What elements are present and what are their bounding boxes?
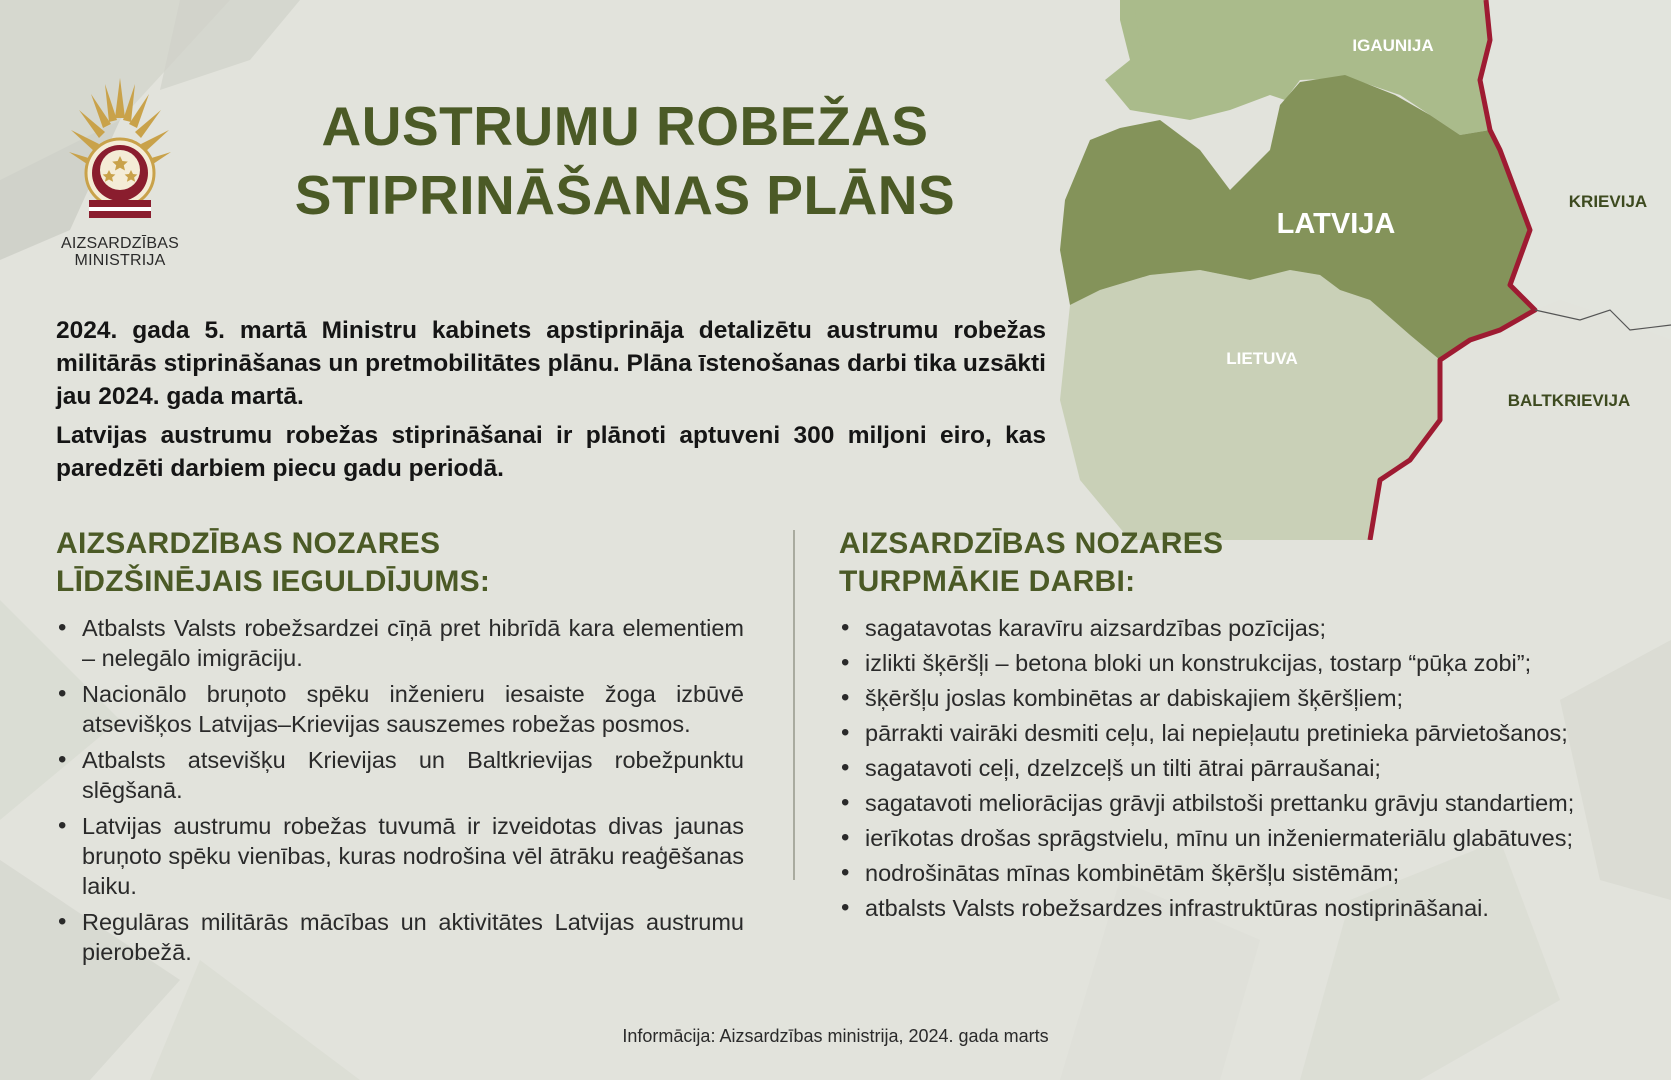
ministry-logo [50,78,190,269]
map-label-estonia: IGAUNIJA [1352,36,1434,55]
section-heading-line1: AIZSARDZĪBAS NOZARES [56,527,441,560]
intro-paragraph-2: Latvijas austrumu robežas stiprināšanai ir plānoti aptuveni 300 miljoni eiro, kas paredzēti darbiem piecu gadu periodā. [56,422,1046,482]
list-item: • pārrakti vairāki desmiti ceļu, lai nepieļautu pretinieka pārvietošanos; [839,718,1619,748]
list-item: • Latvijas austrumu robežas tuvumā ir izveidotas divas jaunas bruņoto spēku vienības, kuras nodrošina vēl ātrāku reaģēšanas laiku. [56,811,744,901]
future-works-section [839,525,1619,928]
previous-investment-section [56,525,744,973]
list-item: • nodrošinātas mīnas kombinētām šķēršļu sistēmām; [839,858,1619,888]
baltic-region-map [1040,0,1671,540]
source-footer: Informācija: Aizsardzības ministrija, 2024. gada marts [622,1026,1049,1046]
logo-caption-line2: MINISTRIJA [74,252,166,269]
map-label-russia: KRIEVIJA [1568,192,1648,211]
section-heading-line2: LĪDZŠINĒJAIS IEGULDĪJUMS: [56,565,491,598]
list-item: • Atbalsts atsevišķu Krievijas un Baltkrievijas robežpunktu slēgšanā. [56,745,744,805]
section-heading [56,525,744,601]
list-item: • atbalsts Valsts robežsardzes infrastruktūras nostiprināšanai. [839,893,1619,923]
ministry-emblem-icon [65,78,175,228]
list-item: • sagatavotas karavīru aizsardzības pozīcijas; [839,613,1619,643]
list-item: • ierīkotas drošas sprāgstvielu, mīnu un inženiermateriālu glabātuves; [839,823,1619,853]
intro-paragraph-1: 2024. gada 5. martā Ministru kabinets apstiprināja detalizētu austrumu robežas militārās stiprināšanas un pretmobilitātes plānu. Plāna īstenošanas darbi tika uzsākti jau 2024. gada martā. [56,317,1046,410]
list-item: • Atbalsts Valsts robežsardzei cīņā pret hibrīdā kara elementiem – nelegālo imigrāciju. [56,613,744,673]
map-label-belarus: BALTKRIEVIJA [1507,391,1631,410]
column-divider [793,530,795,880]
title-line2: STIPRINĀŠANAS PLĀNS [294,164,956,226]
map-label-latvia: LATVIJA [1276,208,1396,240]
list-item: • Regulāras militārās mācības un aktivitātes Latvijas austrumu pierobežā. [56,907,744,967]
list-item: • šķēršļu joslas kombinētas ar dabiskajiem šķēršļiem; [839,683,1619,713]
bullet-list [56,613,744,967]
title-line1: AUSTRUMU ROBEŽAS [321,95,929,157]
section-heading-line1: AIZSARDZĪBAS NOZARES [839,527,1224,560]
section-heading [839,525,1619,601]
list-item: • Nacionālo bruņoto spēku inženieru iesaiste žoga izbūvē atsevišķos Latvijas–Krievijas sauszemes robežas posmos. [56,679,744,739]
list-item: • sagatavoti ceļi, dzelzceļš un tilti ātrai pārraušanai; [839,753,1619,783]
page-title [250,92,1000,230]
logo-caption-line1: AIZSARDZĪBAS [61,235,179,252]
map-label-lithuania: LIETUVA [1226,349,1298,368]
section-heading-line2: TURPMĀKIE DARBI: [839,565,1136,598]
bullet-list [839,613,1619,923]
intro-text [56,314,1046,491]
list-item: • izlikti šķēršļi – betona bloki un konstrukcijas, tostarp “pūķa zobi”; [839,648,1619,678]
list-item: • sagatavoti meliorācijas grāvji atbilstoši prettanku grāvju standartiem; [839,788,1619,818]
